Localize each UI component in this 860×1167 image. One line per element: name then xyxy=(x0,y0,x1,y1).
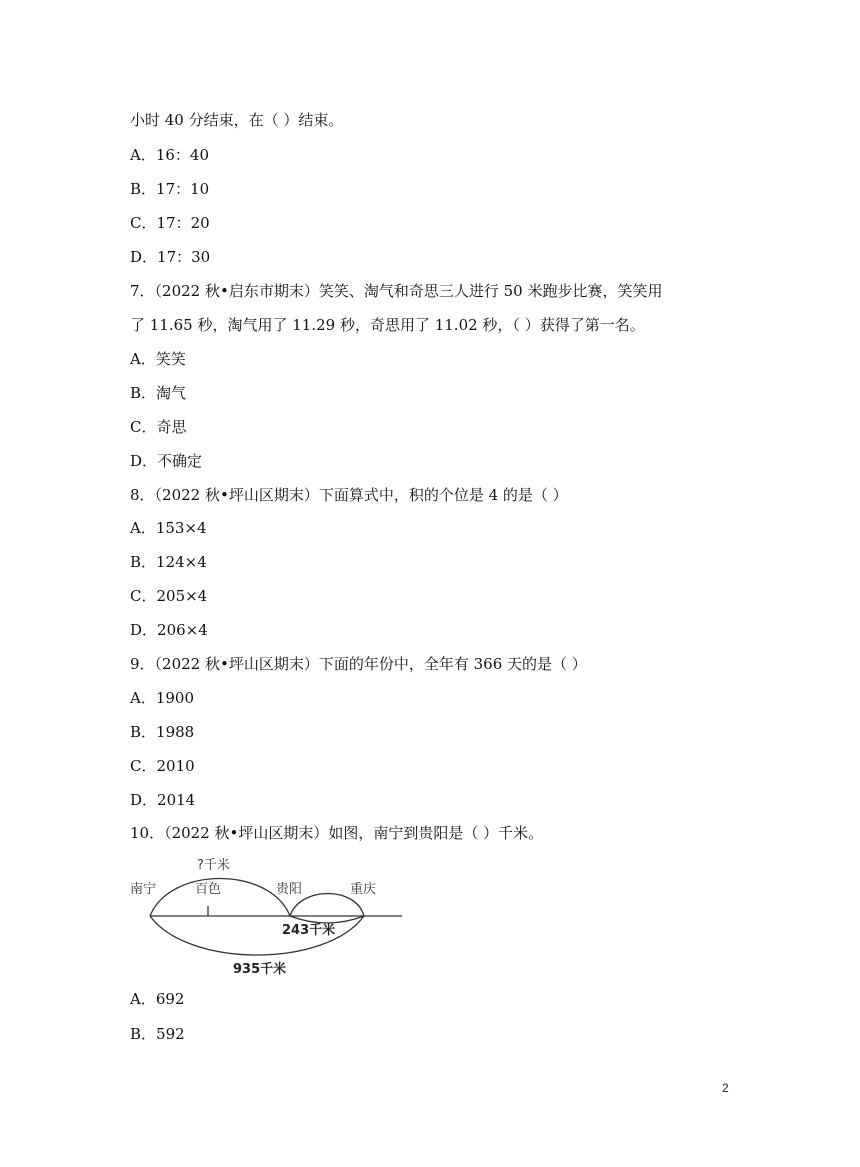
q7-stem-line1: 7．（2022 秋•启东市期末）笑笑、淘气和奇思三人进行 50 米跑步比赛，笑笑用 xyxy=(130,282,663,300)
q6-option-d: D．17：30 xyxy=(130,248,211,266)
q10-option-a: A．692 xyxy=(130,990,185,1008)
q7-option-b: B．淘气 xyxy=(130,384,187,402)
arc-243 xyxy=(290,916,364,923)
q9-stem: 9．（2022 秋•坪山区期末）下面的年份中，全年有 366 天的是（ ） xyxy=(130,655,587,673)
q7-option-d: D．不确定 xyxy=(130,452,203,470)
q9-option-d: D．2014 xyxy=(130,791,196,809)
q8-option-a: A．153×4 xyxy=(130,519,207,537)
label-chongqing: 重庆 xyxy=(350,882,377,897)
q8-option-b: B．124×4 xyxy=(130,553,207,571)
q9-option-b: B．1988 xyxy=(130,723,195,741)
q8-option-c: C．205×4 xyxy=(130,587,208,605)
label-935: 935千米 xyxy=(233,962,287,977)
q9-option-c: C．2010 xyxy=(130,757,195,775)
q6-option-a: A．16：40 xyxy=(130,146,210,164)
distance-diagram xyxy=(128,850,418,980)
q8-option-d: D．206×4 xyxy=(130,621,208,639)
label-nanning: 南宁 xyxy=(130,882,157,897)
label-guiyang: 贵阳 xyxy=(276,882,303,897)
q6-option-c: C．17：20 xyxy=(130,214,210,232)
q10-option-b: B．592 xyxy=(130,1025,185,1043)
label-243: 243千米 xyxy=(282,923,336,938)
q8-stem: 8．（2022 秋•坪山区期末）下面算式中，积的个位是 4 的是（ ） xyxy=(130,486,568,504)
q6-continuation: 小时 40 分结束，在（ ）结束。 xyxy=(130,111,344,129)
q7-stem-line2: 了 11.65 秒，淘气用了 11.29 秒，奇思用了 11.02 秒，（ ）获得了第一名。 xyxy=(130,316,645,334)
q9-option-a: A．1900 xyxy=(130,689,195,707)
page-number: 2 xyxy=(722,1081,729,1095)
q6-option-b: B．17：10 xyxy=(130,180,210,198)
q10-stem: 10．（2022 秋•坪山区期末）如图，南宁到贵阳是（ ）千米。 xyxy=(130,824,544,842)
q7-option-c: C．奇思 xyxy=(130,418,187,436)
q7-option-a: A．笑笑 xyxy=(130,350,186,368)
label-unknown-distance: ?千米 xyxy=(197,858,230,873)
label-baise: 百色 xyxy=(195,882,222,897)
